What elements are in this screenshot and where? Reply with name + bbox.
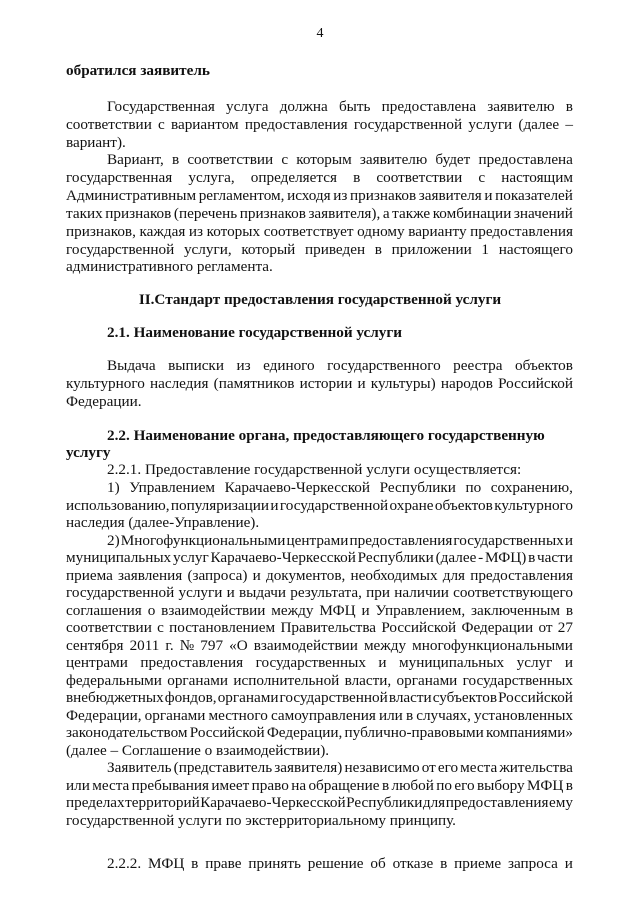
text-line: (далее – Соглашение о взаимодействии). [66, 742, 330, 759]
text-line: 2.2.2. МФЦ в праве принять решение об отказе в приеме запроса и [107, 855, 573, 872]
text-line: 2.2.1. Предоставление государственной услуги осуществляется: [107, 461, 522, 478]
text-line: Административным регламентом, исходя из признаков заявителя и показателей [66, 187, 573, 204]
text-line: приема заявления (запроса) и документов, необходимых для предоставления [66, 567, 573, 584]
text-line: федеральными органами исполнительной власти, органами государственных [66, 672, 573, 689]
text-line: культурного наследия (памятников истории и культуры) народов Российской [66, 375, 573, 392]
text-line: обратился заявитель [66, 62, 210, 79]
subsection-heading: 2.2. Наименование органа, предоставляющего государственную [107, 427, 545, 444]
text-line: Вариант, в соответствии с которым заявителю будет предоставлена [107, 151, 573, 168]
text-line: Федерации. [66, 393, 142, 410]
section-heading: II.Стандарт предоставления государственной услуги [138, 291, 502, 308]
text-line: Заявитель (представитель заявителя) независимо от его места жительства [107, 759, 573, 776]
text-line: наследия (далее-Управление). [66, 514, 260, 531]
text-line: таких признаков (перечень признаков заявителя), а также комбинации значений [66, 205, 573, 222]
text-line: 2) Многофункциональными центрами предоставления государственных и [107, 532, 573, 549]
text-line: соответствии с постановлением Правительства Российской Федерации от 27 [66, 619, 573, 636]
text-line: сентября 2011 г. № 797 «О взаимодействии между многофункциональными [66, 637, 573, 654]
text-line: внебюджетных фондов, органами государственной власти субъектов Российской [66, 689, 573, 706]
subsection-heading: услугу [66, 444, 111, 461]
text-line: использованию, популяризации и государственной охране объектов культурного [66, 497, 573, 514]
page-number: 4 [316, 26, 324, 41]
text-line: 1) Управлением Карачаево-Черкесской Республики по сохранению, [107, 479, 573, 496]
text-line: пределах территорий Карачаево-Черкесской Республики для предоставления ему [66, 794, 573, 811]
text-line: центрами предоставления государственных и муниципальных услуг и [66, 654, 573, 671]
text-line: соответствии с вариантом предоставления государственной услуги (далее – [66, 116, 573, 133]
text-line: административного регламента. [66, 258, 273, 275]
text-line: государственная услуга, определяется в соответствии с настоящим [66, 169, 573, 186]
text-line: или места пребывания имеет право на обращение в любой по его выбору МФЦ в [66, 777, 573, 794]
text-line: вариант). [66, 134, 126, 151]
subsection-heading: 2.1. Наименование государственной услуги [107, 324, 403, 341]
text-line: Государственная услуга должна быть предоставлена заявителю в [107, 98, 573, 115]
text-line: Федерации, органами местного самоуправления или в случаях, установленных [66, 707, 573, 724]
text-line: государственной услуги и выдачи результата, при наличии соответствующего [66, 584, 573, 601]
text-line: соглашения о взаимодействии между МФЦ и Управлением, заключенным в [66, 602, 573, 619]
text-line: признаков, каждая из которых соответствует одному варианту предоставления [66, 223, 573, 240]
text-line: государственной услуги по экстерриториальному принципу. [66, 812, 456, 829]
text-line: государственной услуги, который приведен в приложении 1 настоящего [66, 241, 573, 258]
text-line: муниципальных услуг Карачаево-Черкесской Республики (далее - МФЦ) в части [66, 549, 573, 566]
text-line: Выдача выписки из единого государственного реестра объектов [107, 357, 573, 374]
text-line: законодательством Российской Федерации, публично-правовыми компаниями» [66, 724, 573, 741]
